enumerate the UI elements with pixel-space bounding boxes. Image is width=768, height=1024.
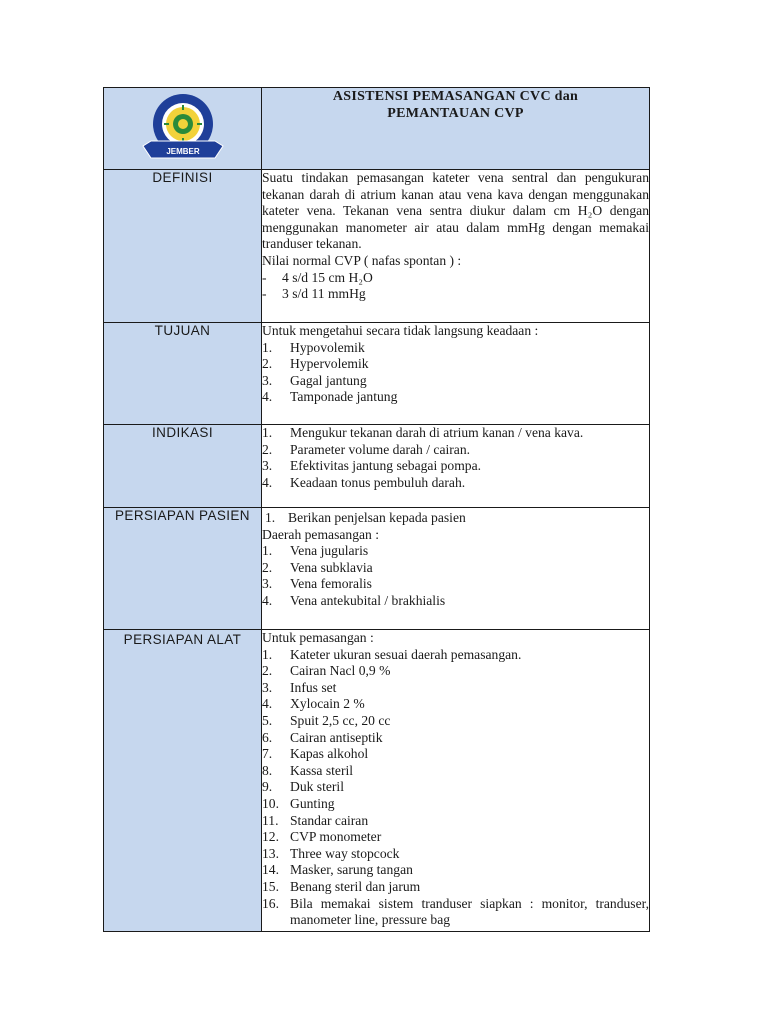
logo-cell [104, 88, 262, 170]
list-text: Tamponade jantung [290, 389, 398, 405]
list-text: Hypervolemik [290, 356, 369, 372]
list-text: Efektivitas jantung sebagai pompa. [290, 458, 482, 474]
list-text: Mengukur tekanan darah di atrium kanan / vena kava. [290, 425, 584, 440]
header-row [104, 88, 650, 170]
persiapan-alat-list [262, 647, 649, 929]
list-item [262, 373, 649, 390]
content-persiapan-alat [262, 630, 650, 932]
list-item [262, 442, 649, 459]
list-number: 12. [262, 829, 279, 845]
list-item [262, 560, 649, 577]
label-persiapan-alat: PERSIAPAN ALAT [104, 630, 262, 932]
list-item [262, 663, 649, 680]
list-number: 1. [262, 646, 273, 662]
list-text: Cairan antiseptik [290, 729, 383, 745]
list-item [262, 763, 649, 780]
list-item [262, 713, 649, 730]
list-text: Spuit 2,5 cc, 20 cc [290, 712, 391, 728]
list-item [262, 779, 649, 796]
list-number: 2. [262, 441, 273, 457]
list-number: 5. [262, 712, 273, 728]
list-number: 3. [262, 679, 273, 695]
list-item [262, 879, 649, 896]
list-text: Vena subklavia [290, 559, 373, 575]
list-text: Berikan penjelsan kepada pasien [288, 510, 466, 525]
list-text: Vena jugularis [290, 543, 369, 559]
content-indikasi [262, 425, 650, 508]
indikasi-list [262, 425, 649, 491]
list-item [262, 356, 649, 373]
list-item [262, 746, 649, 763]
persiapan-pasien-list [262, 543, 649, 609]
definisi-normal-line: Nilai normal CVP ( nafas spontan ) : [262, 252, 462, 268]
list-item [262, 680, 649, 697]
list-number: 3. [262, 372, 273, 388]
list-item [262, 730, 649, 747]
list-item [262, 576, 649, 593]
list-number: 4. [262, 696, 273, 712]
list-text: Vena femoralis [290, 576, 372, 592]
list-item [262, 896, 649, 929]
label-tujuan: TUJUAN [104, 323, 262, 425]
title-line-2: PEMANTAUAN CVP [387, 106, 524, 121]
persiapan-pasien-intro: Daerah pemasangan : [262, 526, 380, 542]
list-number: 6. [262, 729, 273, 745]
list-number: 1. [265, 510, 276, 525]
list-text: Masker, sarung tangan [290, 862, 413, 878]
row-tujuan [104, 323, 650, 425]
list-item [262, 389, 649, 406]
persiapan-pasien-first [262, 510, 649, 527]
list-number: 3. [262, 576, 273, 592]
list-text: Standar cairan [290, 812, 369, 828]
list-text: Three way stopcock [290, 845, 400, 861]
list-item [262, 475, 649, 492]
tujuan-intro: Untuk mengetahui secara tidak langsung keadaan : [262, 323, 539, 338]
list-text: 3 s/d 11 mmHg [282, 286, 366, 302]
list-text: Duk steril [290, 779, 344, 795]
list-text: Cairan Nacl 0,9 % [290, 663, 391, 679]
label-definisi: DEFINISI [104, 170, 262, 323]
row-indikasi [104, 425, 650, 508]
row-definisi [104, 170, 650, 323]
list-text: 4 s/d 15 cm H₂O [282, 269, 373, 285]
document-title [262, 88, 650, 170]
list-number: - [262, 269, 267, 285]
list-number: 1. [262, 543, 273, 559]
content-persiapan-pasien [262, 508, 650, 630]
definisi-values-list [262, 270, 649, 303]
list-item [262, 458, 649, 475]
list-number: 2. [262, 356, 273, 372]
content-tujuan [262, 323, 650, 425]
procedure-table [103, 87, 650, 932]
list-text: Kateter ukuran sesuai daerah pemasangan. [290, 646, 522, 662]
list-number: 16. [262, 895, 279, 911]
list-text: Bila memakai sistem tranduser siapkan : monitor, tranduser, manometer line, pressure bag [290, 895, 649, 928]
list-number: 14. [262, 862, 279, 878]
list-number: 7. [262, 746, 273, 762]
list-text: Gunting [290, 795, 335, 811]
list-number: - [262, 286, 267, 302]
list-item [262, 593, 649, 610]
list-number: 2. [262, 663, 273, 679]
list-number: 4. [262, 592, 273, 608]
list-item [262, 829, 649, 846]
persiapan-alat-intro: Untuk pemasangan : [262, 630, 374, 645]
label-indikasi: INDIKASI [104, 425, 262, 508]
logo-banner-text: JEMBER [165, 147, 200, 156]
list-number: 4. [262, 474, 273, 490]
list-text: Parameter volume darah / cairan. [290, 441, 471, 457]
list-text: Kapas alkohol [290, 746, 369, 762]
university-seal-logo [137, 92, 229, 164]
list-item [262, 696, 649, 713]
list-text: Benang steril dan jarum [290, 878, 421, 894]
list-number: 3. [262, 458, 273, 474]
tujuan-list [262, 340, 649, 406]
list-number: 13. [262, 845, 279, 861]
list-item [262, 813, 649, 830]
list-number: 8. [262, 762, 273, 778]
list-number: 4. [262, 389, 273, 405]
list-text: Hypovolemik [290, 339, 365, 355]
list-number: 15. [262, 878, 279, 894]
list-item [262, 340, 649, 357]
title-line-1: ASISTENSI PEMASANGAN CVC dan [332, 89, 579, 104]
list-text: Keadaan tonus pembuluh darah. [290, 474, 466, 490]
list-text: Vena antekubital / brakhialis [290, 592, 446, 608]
row-persiapan-pasien [104, 508, 650, 630]
list-item [262, 647, 649, 664]
row-persiapan-alat [104, 630, 650, 932]
list-item [262, 270, 649, 287]
list-item [262, 796, 649, 813]
content-definisi [262, 170, 650, 323]
list-number: 11. [262, 812, 279, 828]
list-number: 1. [262, 339, 273, 355]
list-number: 10. [262, 795, 279, 811]
definisi-paragraph: Suatu tindakan pemasangan kateter vena sentral dan pengukuran tekanan darah di atrium kanan atau vena kava dengan menggunakan kateter vena. Tekanan vena sentra diukur dalam cm H₂O dengan menggunakan manometer air atau dalam mmHg dengan memakai tranduser tekanan. [262, 170, 649, 252]
list-item [262, 543, 649, 560]
list-item [262, 846, 649, 863]
list-number: 2. [262, 559, 273, 575]
list-item [262, 425, 649, 442]
list-text: Gagal jantung [290, 372, 367, 388]
list-number: 1. [262, 425, 273, 440]
list-text: Kassa steril [290, 762, 354, 778]
list-text: Xylocain 2 % [290, 696, 365, 712]
list-text: Infus set [290, 679, 337, 695]
list-text: CVP monometer [290, 829, 382, 845]
list-number: 9. [262, 779, 273, 795]
list-item [262, 286, 649, 303]
label-persiapan-pasien: PERSIAPAN PASIEN [104, 508, 262, 630]
list-item [262, 862, 649, 879]
